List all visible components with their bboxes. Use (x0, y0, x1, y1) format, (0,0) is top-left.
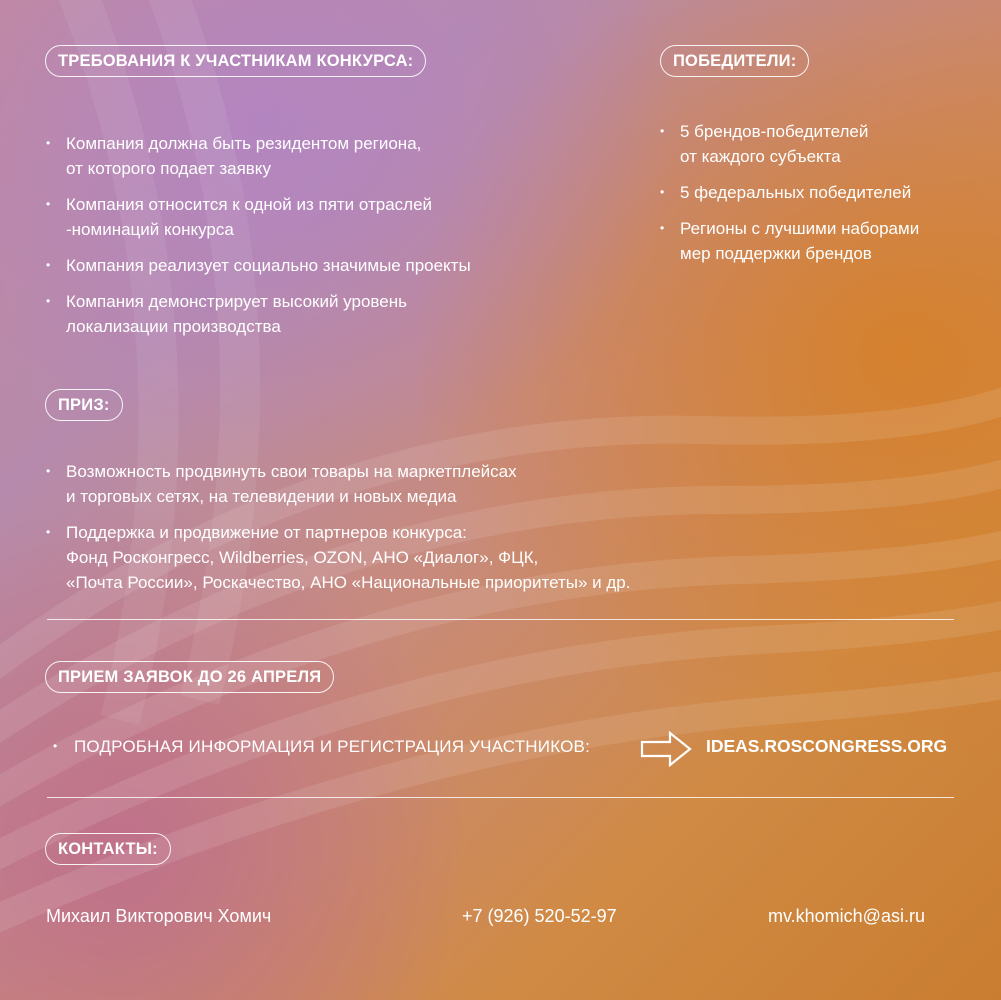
divider-bottom (47, 797, 954, 798)
list-item: • Компания должна быть резидентом региона, от которого подает заявку (46, 131, 606, 181)
deadline-heading: ПРИЕМ ЗАЯВОК ДО 26 АПРЕЛЯ (45, 661, 334, 693)
list-item: • Компания относится к одной из пяти отраслей -номинаций конкурса (46, 192, 606, 242)
arrow-right-icon (640, 731, 692, 767)
list-item: • Регионы с лучшими наборами мер поддержки брендов (660, 216, 980, 266)
bullet: • (53, 739, 58, 753)
list-item: • Возможность продвинуть свои товары на маркетплейсах и торговых сетях, на телевидении и новых медиа (46, 459, 746, 509)
prize-heading: ПРИЗ: (45, 389, 123, 421)
registration-info (53, 731, 953, 765)
list-item: • Компания демонстрирует высокий уровень локализации производства (46, 289, 606, 339)
winners-heading: ПОБЕДИТЕЛИ: (660, 45, 809, 77)
winners-list (660, 119, 980, 277)
requirements-heading: ТРЕБОВАНИЯ К УЧАСТНИКАМ КОНКУРСА: (45, 45, 426, 77)
list-item: • Поддержка и продвижение от партнеров конкурса: Фонд Росконгресс, Wildberries, OZON, АНО «Диалог», ФЦК, «Почта России», Роскачество, АНО «Национальные приоритеты» и др. (46, 520, 746, 595)
contacts-heading: КОНТАКТЫ: (45, 833, 171, 865)
list-item: • Компания реализует социально значимые проекты (46, 253, 606, 278)
registration-link[interactable]: IDEAS.ROSCONGRESS.ORG (706, 736, 948, 756)
requirements-list (46, 131, 606, 350)
registration-text: ПОДРОБНАЯ ИНФОРМАЦИЯ И РЕГИСТРАЦИЯ УЧАСТНИКОВ: (74, 737, 590, 756)
prize-list (46, 459, 746, 606)
list-item: • 5 федеральных победителей (660, 180, 980, 205)
contact-phone[interactable]: +7 (926) 520-52-97 (462, 906, 617, 926)
contact-name: Михаил Викторович Хомич (46, 906, 272, 926)
contact-email[interactable]: mv.khomich@asi.ru (768, 906, 925, 926)
divider-top (47, 619, 954, 620)
list-item: • 5 брендов-победителей от каждого субъекта (660, 119, 980, 169)
